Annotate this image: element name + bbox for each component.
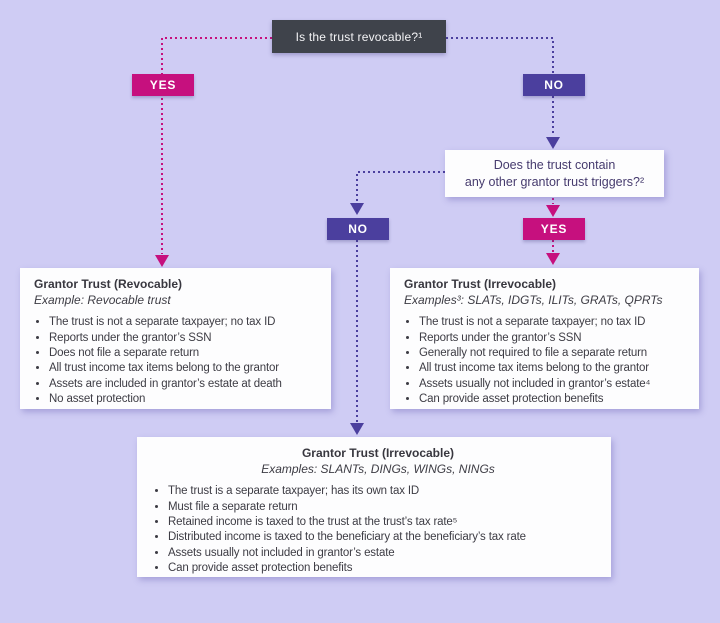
no-mid-label: NO xyxy=(348,222,368,236)
list-item: • Reports under the grantor’s SSN xyxy=(49,331,323,346)
yes-left-label: YES xyxy=(149,78,177,92)
second-question-line1: Does the trust contain xyxy=(493,157,616,172)
irrevocable-grantor-bullets xyxy=(404,315,691,407)
list-item: • Assets are included in grantor’s estate at death xyxy=(49,377,323,392)
no-right-tag xyxy=(523,74,585,96)
revocable-trust-box xyxy=(20,268,331,409)
list-item: • The trust is not a separate taxpayer; no tax ID xyxy=(419,315,691,330)
arrow-down-icon xyxy=(350,423,364,435)
irrevocable-grantor-example: Examples³: SLATs, IDGTs, ILITs, GRATs, QPRTs xyxy=(404,292,663,307)
list-item: • Does not file a separate return xyxy=(49,346,323,361)
list-item: • Distributed income is taxed to the beneficiary at the beneficiary’s tax rate xyxy=(168,530,603,545)
arrow-down-icon xyxy=(546,137,560,149)
revocable-trust-example: Example: Revocable trust xyxy=(34,292,171,307)
root-question-box xyxy=(272,20,446,53)
list-item: • Generally not required to file a separate return xyxy=(419,346,691,361)
list-item: • Assets usually not included in grantor’s estate xyxy=(168,546,603,561)
second-question-box xyxy=(445,150,664,197)
arrow-down-icon xyxy=(350,203,364,215)
root-question-text: Is the trust revocable?¹ xyxy=(295,29,423,44)
list-item: • All trust income tax items belong to the grantor xyxy=(419,361,691,376)
second-question-line2: any other grantor trust triggers?² xyxy=(464,174,645,189)
list-item: • Reports under the grantor’s SSN xyxy=(419,331,691,346)
no-right-label: NO xyxy=(544,78,564,92)
list-item: • Must file a separate return xyxy=(168,500,603,515)
yes-mid-tag xyxy=(523,218,585,240)
connector-yes-left xyxy=(162,38,272,254)
irrevocable-bottom-example: Examples: SLANTs, DINGs, WINGs, NINGs xyxy=(261,461,495,476)
list-item: • Can provide asset protection benefits xyxy=(168,561,603,576)
irrevocable-grantor-title: Grantor Trust (Irrevocable) xyxy=(404,277,557,291)
list-item: • All trust income tax items belong to the grantor xyxy=(49,361,323,376)
irrevocable-bottom-box xyxy=(137,437,611,577)
revocable-trust-bullets xyxy=(34,315,323,407)
list-item: • Retained income is taxed to the trust at the trust’s tax rate⁵ xyxy=(168,515,603,530)
arrow-down-icon xyxy=(155,255,169,267)
no-mid-tag xyxy=(327,218,389,240)
arrow-down-icon xyxy=(546,253,560,265)
list-item: • The trust is not a separate taxpayer; no tax ID xyxy=(49,315,323,330)
irrevocable-grantor-box xyxy=(390,268,699,409)
arrow-down-icon xyxy=(546,205,560,217)
connector-q2-no xyxy=(357,172,445,202)
revocable-trust-title: Grantor Trust (Revocable) xyxy=(34,277,183,291)
list-item: • Can provide asset protection benefits xyxy=(419,392,691,407)
yes-left-tag xyxy=(132,74,194,96)
list-item: • The trust is a separate taxpayer; has its own tax ID xyxy=(168,484,603,499)
irrevocable-bottom-bullets xyxy=(153,484,603,576)
yes-mid-label: YES xyxy=(540,222,568,236)
list-item: • Assets usually not included in grantor’s estate⁴ xyxy=(419,377,691,392)
list-item: • No asset protection xyxy=(49,392,323,407)
irrevocable-bottom-title: Grantor Trust (Irrevocable) xyxy=(301,446,455,460)
